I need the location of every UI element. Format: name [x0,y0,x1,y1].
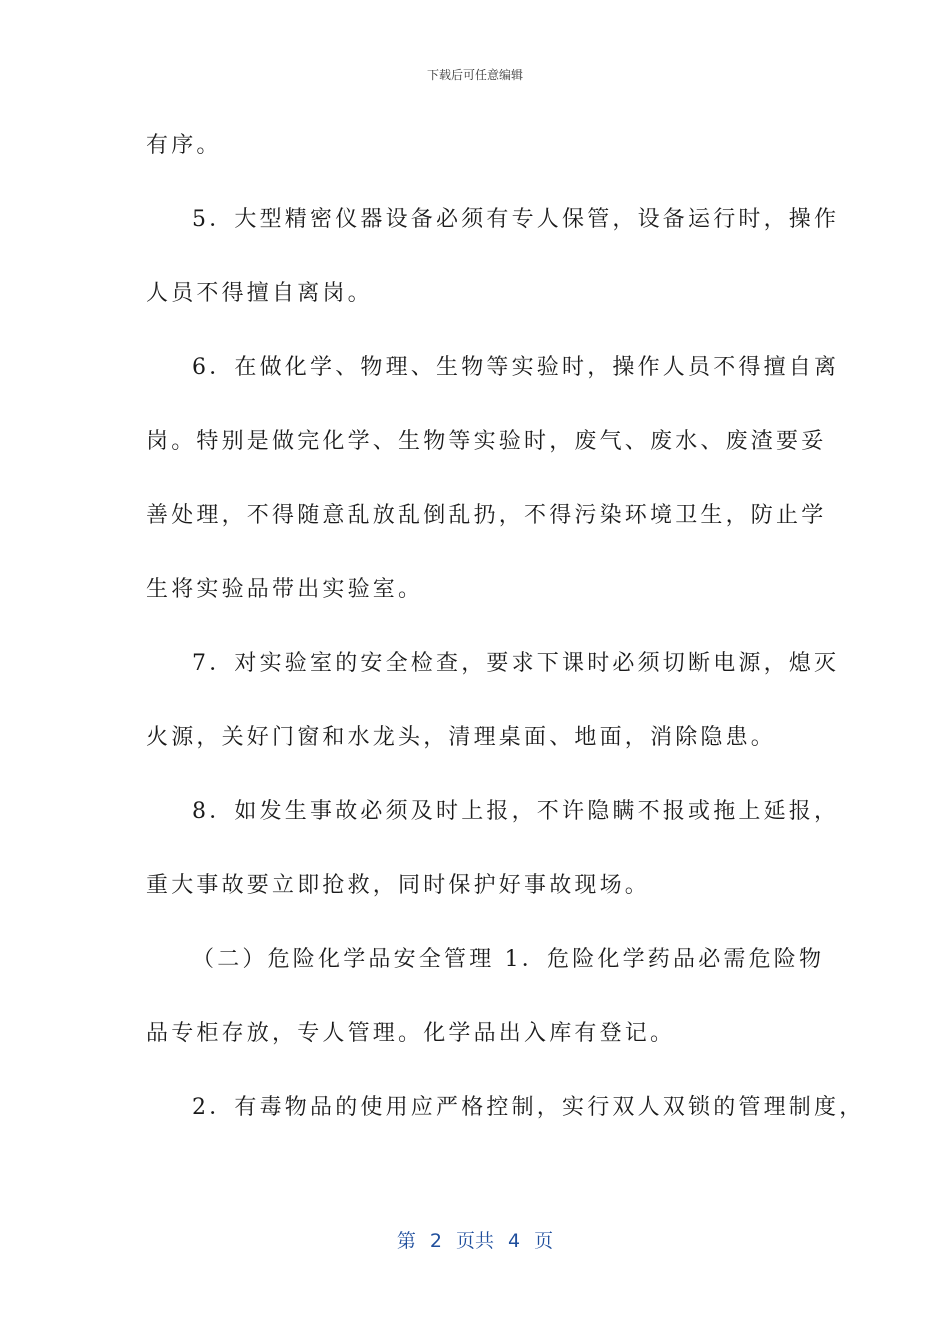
page-header-note: 下载后可任意编辑 [426,68,523,82]
body-line-10: 8．如发生事故必须及时上报，不许隐瞒不报或拖上延报， [192,799,840,824]
body-line-1: 有序。 [146,133,222,158]
body-line-9: 火源，关好门窗和水龙头，清理桌面、地面，消除隐患。 [146,725,777,750]
body-line-7: 生将实验品带出实验室。 [146,577,424,602]
body-line-13: 品专柜存放，专人管理。化学品出入库有登记。 [146,1021,676,1046]
footer-label-middle: 页共 [455,1230,494,1252]
footer-current-page: 2 [429,1230,442,1252]
footer-label-suffix: 页 [534,1230,554,1252]
body-line-8: 7．对实验室的安全检查，要求下课时必须切断电源，熄灭 [192,651,840,676]
footer-label-prefix: 第 [396,1230,416,1252]
body-line-4: 6．在做化学、物理、生物等实验时，操作人员不得擅自离 [192,355,840,380]
body-line-6: 善处理，不得随意乱放乱倒乱扔，不得污染环境卫生，防止学 [146,503,827,528]
body-line-14: 2．有毒物品的使用应严格控制，实行双人双锁的管理制度， [192,1095,865,1120]
body-line-11: 重大事故要立即抢救，同时保护好事故现场。 [146,873,651,898]
document-body [146,122,865,1158]
body-line-5: 岗。特别是做完化学、生物等实验时，废气、废水、废渣要妥 [146,429,827,454]
body-line-3: 人员不得擅自离岗。 [146,281,373,306]
body-line-2: 5．大型精密仪器设备必须有专人保管，设备运行时，操作 [192,207,840,232]
body-line-12: （二）危险化学品安全管理 1．危险化学药品必需危险物 [192,947,825,972]
page-footer [0,1226,950,1253]
footer-total-pages: 4 [508,1230,521,1252]
